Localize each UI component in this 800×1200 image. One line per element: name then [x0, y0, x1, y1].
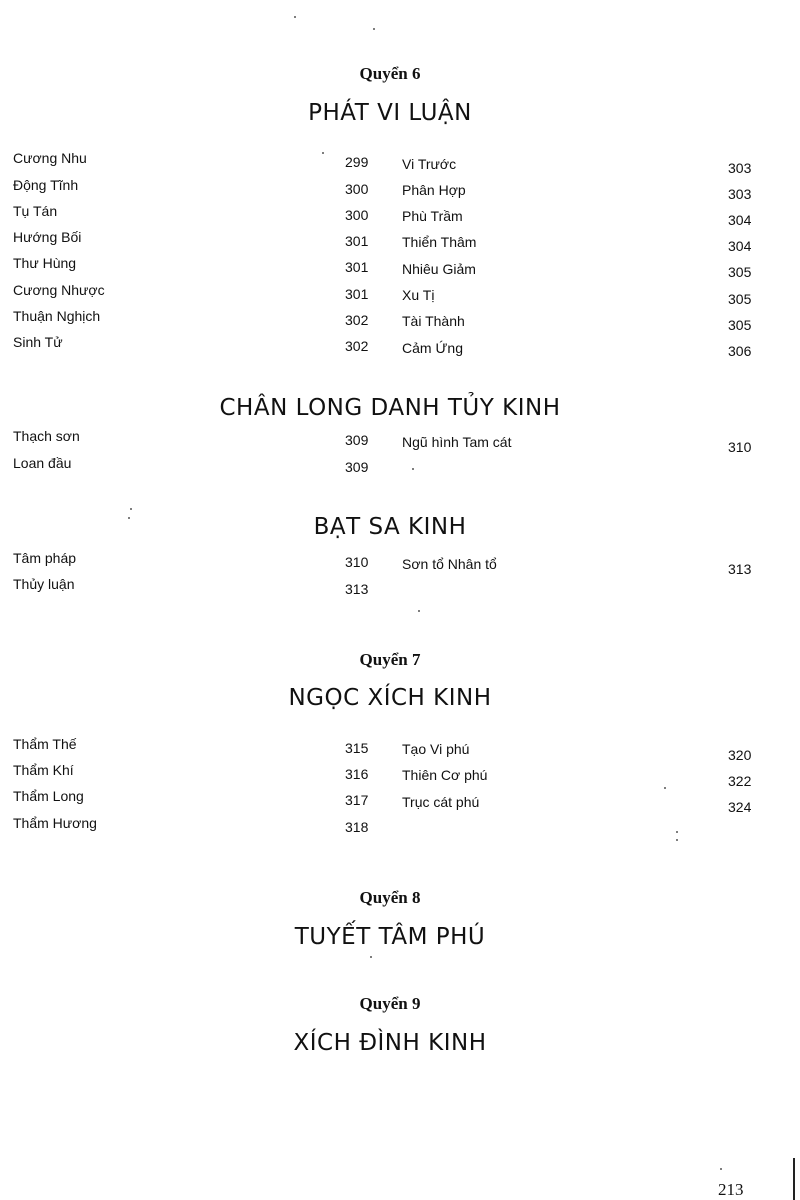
toc-entry-page: 300	[345, 207, 369, 223]
section-title-tuyet-tam-phu: TUYẾT TÂM PHÚ	[294, 924, 486, 950]
toc-entry-name: Sơn tổ Nhân tổ	[402, 556, 497, 572]
toc-entry-name: Thẩm Thế	[13, 736, 77, 752]
section-title-ngoc-xich-kinh: NGỌC XÍCH KINH	[288, 685, 492, 711]
toc-entry-page: 305	[728, 264, 752, 280]
page-number: 213	[718, 1180, 744, 1199]
toc-entry-name: Thư Hùng	[13, 255, 77, 271]
section-title-bat-sa-kinh: BẠT SA KINH	[313, 514, 467, 540]
toc-entry-page: 302	[345, 338, 369, 354]
volume-heading-7: Quyển 7	[359, 650, 421, 669]
toc-entry-name: Thẩm Long	[13, 788, 84, 804]
toc-entry-name: Cảm Ứng	[402, 340, 463, 356]
toc-entry-name: Sinh Tử	[13, 334, 63, 350]
scan-speck	[294, 16, 296, 18]
toc-entry-page: 322	[728, 773, 752, 789]
toc-entry-page: 309	[345, 459, 369, 475]
toc-entry-name: Xu Tị	[402, 287, 435, 303]
toc-entry-page: 301	[345, 286, 369, 302]
toc-entry-page: 320	[728, 747, 752, 763]
toc-entry-page: 305	[728, 317, 752, 333]
scan-edge-rule	[793, 1158, 795, 1200]
toc-entry-name: Trục cát phú	[402, 794, 480, 810]
toc-entry-page: 300	[345, 181, 369, 197]
scan-speck	[370, 956, 372, 958]
toc-entry-page: 310	[345, 554, 369, 570]
toc-entry-page: 301	[345, 233, 369, 249]
toc-entry-name: Tâm pháp	[13, 550, 77, 566]
toc-entry-page: 310	[728, 439, 752, 455]
toc-entry-name: Cương Nhu	[13, 150, 87, 166]
toc-entry-name: Nhiêu Giảm	[402, 261, 476, 277]
toc-entry-name: Thiển Thâm	[402, 234, 477, 250]
toc-entry-page: 304	[728, 238, 752, 254]
volume-heading-9: Quyển 9	[359, 994, 421, 1013]
volume-heading-8: Quyển 8	[359, 888, 421, 907]
toc-entry-name: Tài Thành	[402, 313, 465, 329]
scan-speck	[676, 839, 678, 841]
scan-speck	[322, 152, 324, 154]
toc-entry-page: 324	[728, 799, 752, 815]
toc-entry-page: 309	[345, 432, 369, 448]
toc-entry-name: Ngũ hình Tam cát	[402, 434, 512, 450]
toc-entry-page: 299	[345, 154, 369, 170]
toc-entry-name: Phù Trầm	[402, 208, 463, 224]
scan-speck	[720, 1168, 722, 1170]
scan-speck	[412, 468, 414, 470]
toc-entry-name: Thiên Cơ phú	[402, 767, 488, 783]
toc-entry-page: 302	[345, 312, 369, 328]
toc-entry-page: 306	[728, 343, 752, 359]
toc-entry-page: 313	[728, 561, 752, 577]
toc-entry-page: 301	[345, 259, 369, 275]
toc-entry-page: 303	[728, 160, 752, 176]
toc-entry-name: Phân Hợp	[402, 182, 466, 198]
toc-entry-name: Cương Nhược	[13, 282, 105, 298]
section-title-chan-long-danh-tuy-kinh: CHÂN LONG DANH TỦY KINH	[219, 395, 561, 421]
toc-entry-page: 318	[345, 819, 369, 835]
toc-entry-name: Vi Trước	[402, 156, 457, 172]
toc-entry-name: Loan đầu	[13, 455, 72, 471]
volume-heading-6: Quyển 6	[359, 64, 421, 83]
toc-entry-page: 316	[345, 766, 369, 782]
toc-entry-page: 303	[728, 186, 752, 202]
toc-entry-name: Thuận Nghịch	[13, 308, 101, 324]
toc-entry-name: Tạo Vi phú	[402, 741, 470, 757]
toc-entry-page: 304	[728, 212, 752, 228]
toc-entry-page: 305	[728, 291, 752, 307]
toc-entry-name: Thạch sơn	[13, 428, 80, 444]
scan-speck	[664, 787, 666, 789]
toc-entry-name: Thẩm Khí	[13, 762, 74, 778]
scan-speck	[676, 831, 678, 833]
section-title-xich-dinh-kinh: XÍCH ĐÌNH KINH	[293, 1030, 487, 1056]
toc-entry-page: 315	[345, 740, 369, 756]
scan-speck	[418, 610, 420, 612]
toc-entry-page: 317	[345, 792, 369, 808]
toc-entry-name: Thẩm Hương	[13, 815, 97, 831]
scan-speck	[373, 28, 375, 30]
toc-entry-name: Thủy luận	[13, 576, 75, 592]
scan-speck	[128, 517, 130, 519]
scan-speck	[130, 508, 132, 510]
toc-entry-page: 313	[345, 581, 369, 597]
toc-entry-name: Hướng Bối	[13, 229, 82, 245]
toc-entry-name: Động Tĩnh	[13, 177, 79, 193]
toc-entry-name: Tụ Tán	[13, 203, 58, 219]
section-title-phat-vi-luan: PHÁT VI LUẬN	[308, 100, 472, 126]
